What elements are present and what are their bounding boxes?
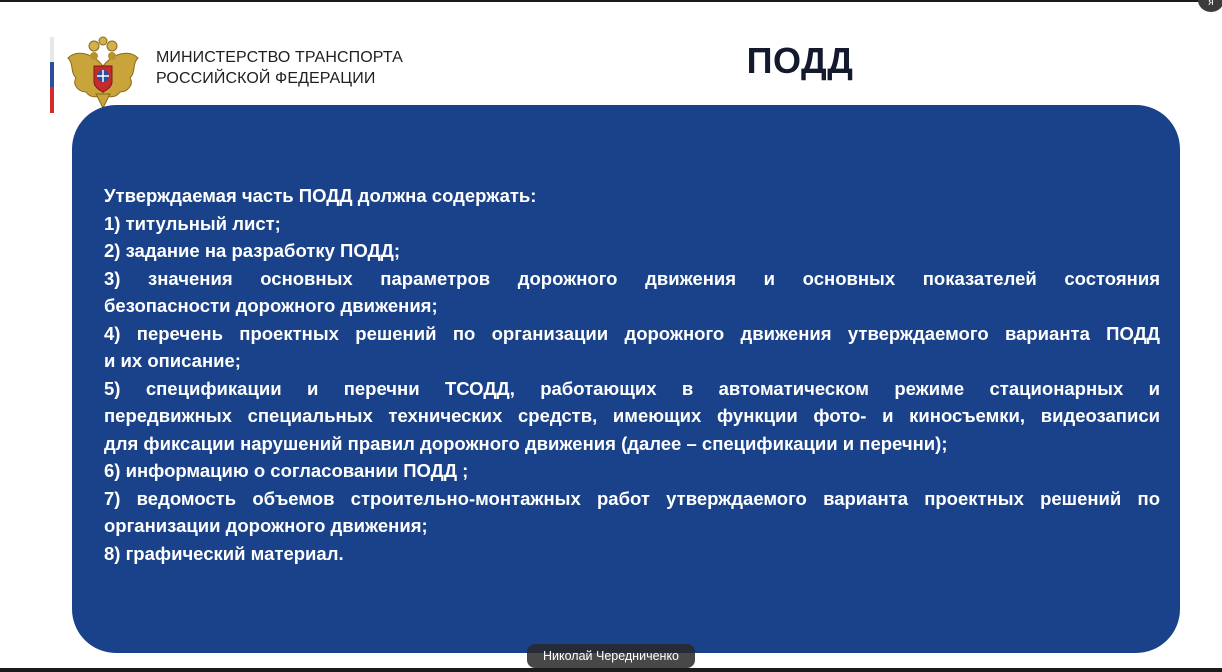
content-line: для фиксации нарушений правил дорожного движения (далее – спецификации и перечни); bbox=[104, 432, 948, 454]
content-text-block bbox=[104, 182, 1160, 567]
ministry-emblem-icon bbox=[66, 36, 140, 112]
speaker-name-label: Николай Чередниченко bbox=[527, 644, 695, 668]
ministry-name-line-1: МИНИСТЕРСТВО ТРАНСПОРТА bbox=[156, 49, 403, 66]
content-line: 2) задание на разработку ПОДД; bbox=[104, 240, 401, 261]
slide-title: ПОДД bbox=[746, 40, 854, 81]
content-line: передвижных специальных технических средств, имеющих функции фото- и киносъемки, видеозаписи bbox=[104, 405, 1160, 426]
content-line: 5) спецификации и перечни ТСОДД, работающих в автоматическом режиме стационарных и bbox=[104, 377, 1160, 399]
content-line: 3) значения основных параметров дорожного движения и основных показателей состояния bbox=[104, 267, 1160, 289]
content-line: 6) информацию о согласовании ПОДД ; bbox=[104, 460, 469, 481]
content-heading: Утверждаемая часть ПОДД должна содержать: bbox=[104, 185, 537, 206]
content-line: 8) графический материал. bbox=[104, 542, 344, 564]
content-line: 4) перечень проектных решений по организации дорожного движения утверждаемого варианта ПОДД bbox=[104, 322, 1160, 344]
content-line: 1) титульный лист; bbox=[104, 212, 281, 234]
ministry-name-line-2: РОССИЙСКОЙ ФЕДЕРАЦИИ bbox=[156, 70, 376, 87]
bottom-frame-border bbox=[0, 668, 1222, 672]
content-line: организации дорожного движения; bbox=[104, 515, 428, 536]
top-frame-border bbox=[0, 0, 1222, 2]
corner-avatar-badge[interactable]: я bbox=[1198, 0, 1222, 12]
russian-flag-stripe bbox=[50, 37, 54, 113]
ministry-name bbox=[156, 47, 403, 89]
content-line: и их описание; bbox=[104, 350, 241, 371]
content-line: 7) ведомость объемов строительно-монтажных работ утверждаемого варианта проектных решений по bbox=[104, 487, 1160, 509]
content-line: безопасности дорожного движения; bbox=[104, 295, 438, 316]
